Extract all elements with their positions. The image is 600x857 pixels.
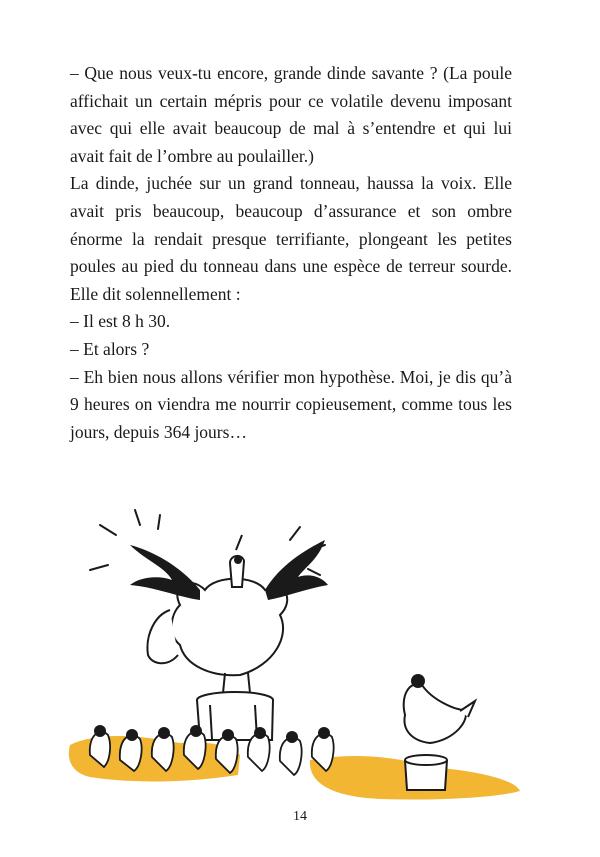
- paragraph-2: La dinde, juchée sur un grand tonneau, haussa la voix. Elle avait pris beaucoup, beaucoup d’assurance et son ombre énorme la rendait presque terrifiante, plongeant les petites poules au pied du tonneau dans une espèce de terreur sourde. Elle dit solennellement :: [70, 173, 512, 304]
- turkey-and-hens-illustration: [60, 505, 540, 805]
- paragraph-5: – Eh bien nous allons vérifier mon hypothèse. Moi, je dis qu’à 9 heures on viendra me nourrir copieusement, comme tous les jours, depuis 364 jours…: [70, 366, 512, 442]
- paragraph-4: – Et alors ?: [70, 338, 150, 359]
- story-text: [70, 60, 512, 446]
- page-number: 14: [293, 809, 307, 824]
- paragraph-3: – Il est 8 h 30.: [70, 311, 171, 332]
- paragraph-1: – Que nous veux-tu encore, grande dinde savante ? (La poule affichait un certain mépris pour ce volatile devenu imposant avec qui elle avait beaucoup de mal à s’entendre et qui lui avait fait de l’ombre au poulailler.): [70, 63, 512, 166]
